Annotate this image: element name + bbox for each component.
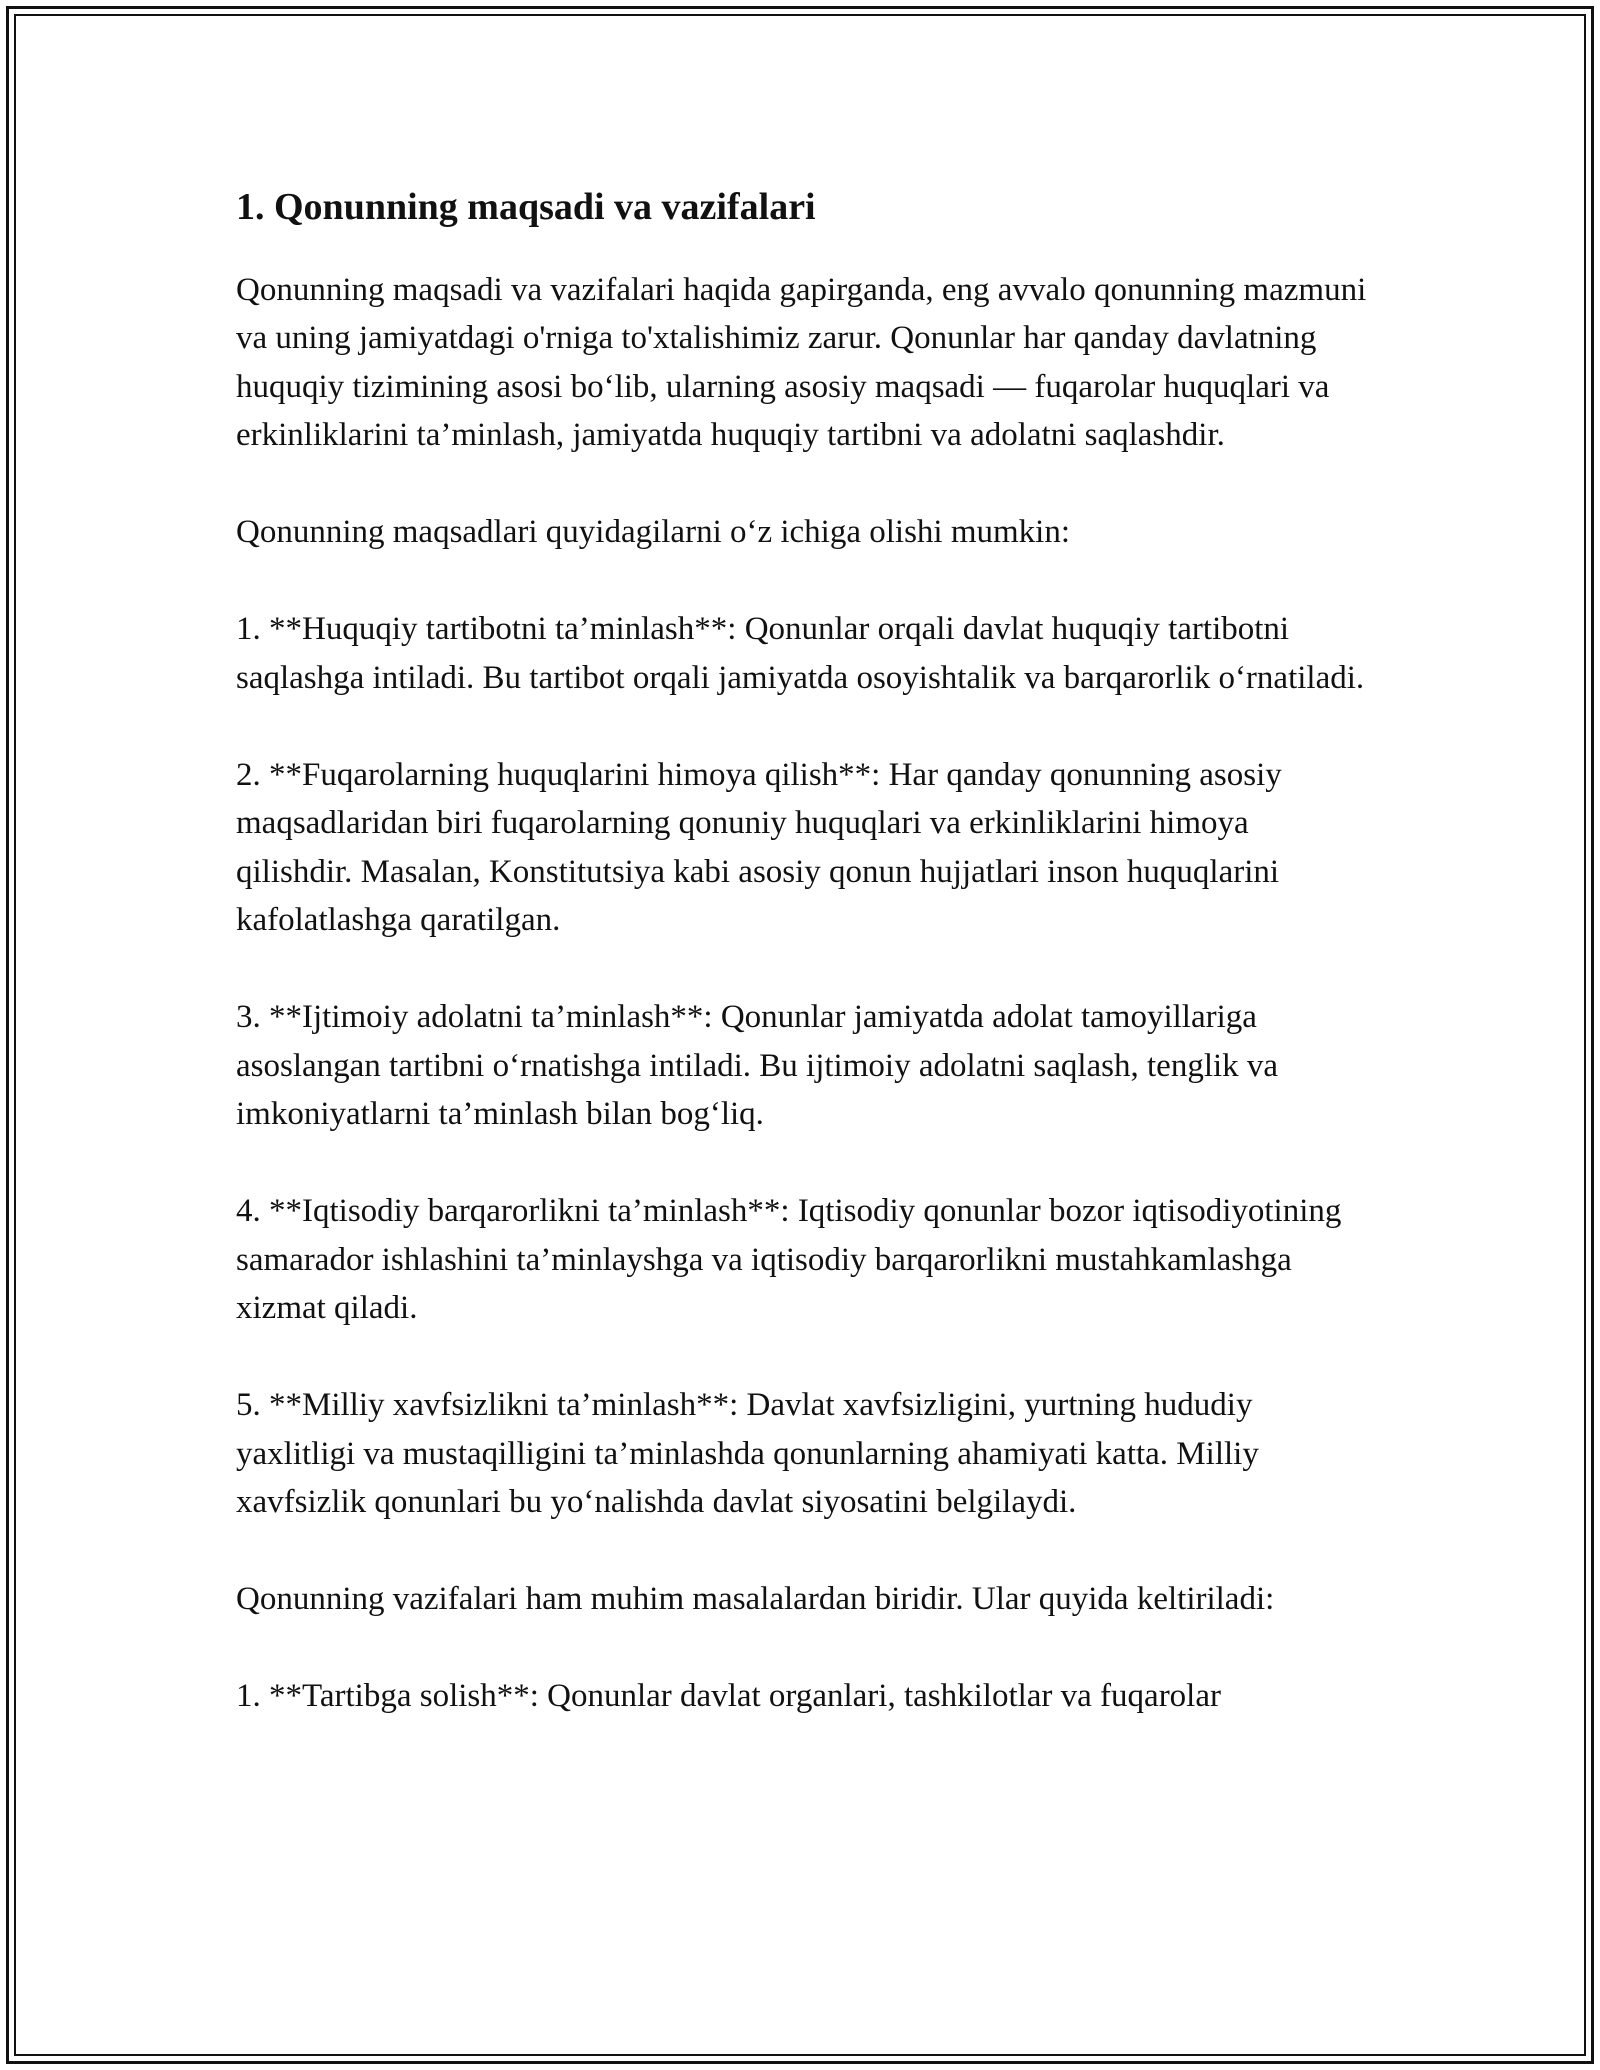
goal-item-4: 4. **Iqtisodiy barqarorlikni ta’minlash**: Iqtisodiy qonunlar bozor iqtisodiyotining samarador ishlashini ta’minlayshga va iqtisodiy barqarorlikni mustahkamlashga xizmat qiladi. <box>236 1193 1342 1326</box>
goal-item-1: 1. **Huquqiy tartibotni ta’minlash**: Qonunlar orqali davlat huquqiy tartibotni saqlashga intiladi. Bu tartibot orqali jamiyatda osoyishtalik va barqarorlik o‘rnatiladi. <box>236 611 1365 696</box>
tasks-intro-paragraph: Qonunning vazifalari ham muhim masalalardan biridir. Ular quyida keltiriladi: <box>236 1581 1275 1617</box>
goal-item-2: 2. **Fuqarolarning huquqlarini himoya qilish**: Har qanday qonunning asosiy maqsadlaridan biri fuqarolarning qonuniy huquqlari va erkinliklarini himoya qilishdir. Masalan, Konstitutsiya kabi asosiy qonun hujjatlari inson huquqlarini kafolatlashga qaratilgan. <box>236 756 1282 938</box>
task-item-1: 1. **Tartibga solish**: Qonunlar davlat organlari, tashkilotlar va fuqarolar <box>236 1678 1221 1714</box>
goal-item-3: 3. **Ijtimoiy adolatni ta’minlash**: Qonunlar jamiyatda adolat tamoyillariga asoslangan tartibni o‘rnatishga intiladi. Bu ijtimoiy adolatni saqlash, tenglik va imkoniyatlarni ta’minlash bilan bog‘liq. <box>236 999 1279 1132</box>
goals-intro-paragraph: Qonunning maqsadlari quyidagilarni o‘z ichiga olishi mumkin: <box>236 514 1071 550</box>
goal-item-5: 5. **Milliy xavfsizlikni ta’minlash**: Davlat xavfsizligini, yurtning hududiy yaxlitligi va mustaqilligini ta’minlashda qonunlarning ahamiyati katta. Milliy xavfsizlik qonunlari bu yo‘nalishda davlat siyosatini belgilaydi. <box>236 1387 1259 1520</box>
section-heading: 1. Qonunning maqsadi va vazifalari <box>236 186 816 228</box>
document-body <box>236 184 1371 1721</box>
intro-paragraph: Qonunning maqsadi va vazifalari haqida gapirganda, eng avvalo qonunning mazmuni va uning jamiyatdagi o'rniga to'xtalishimiz zarur. Qonunlar har qanday davlatning huquqiy tizimining asosi bo‘lib, ularning asosiy maqsadi — fuqarolar huquqlari va erkinliklarini ta’minlash, jamiyatda huquqiy tartibni va adolatni saqlashdir. <box>236 271 1367 453</box>
